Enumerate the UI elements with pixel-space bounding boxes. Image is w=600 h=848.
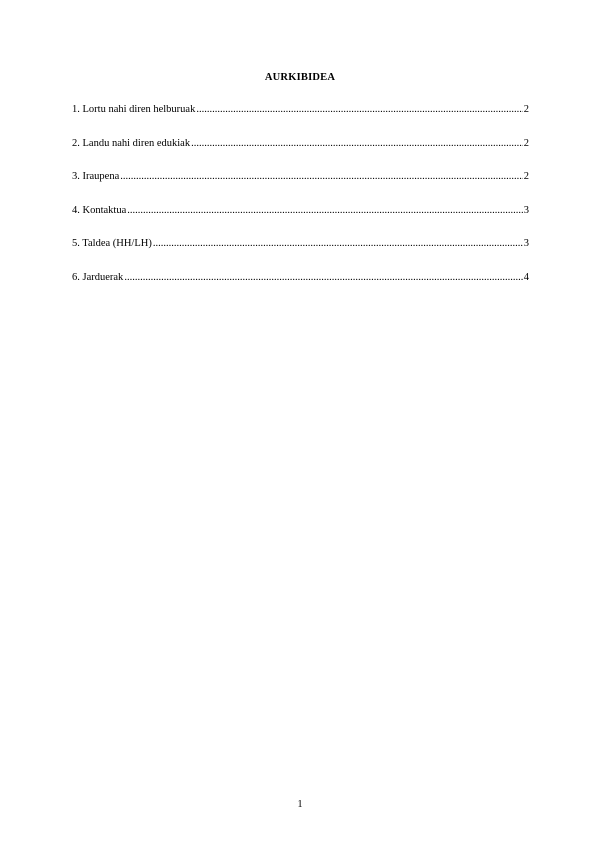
toc-entry-page-number: 3	[523, 204, 529, 216]
dot-leader	[124, 272, 522, 284]
toc-entry-label: 6. Jarduerak	[72, 271, 124, 283]
toc-entry-taldea[interactable]	[72, 238, 529, 250]
dot-leader	[120, 171, 523, 183]
page-number: 1	[297, 799, 303, 810]
toc-entry-label: 2. Landu nahi diren edukiak	[72, 137, 191, 149]
toc-entry-page-number: 3	[523, 238, 529, 249]
toc-entry-page-number: 2	[523, 137, 529, 149]
dot-leader	[127, 205, 523, 217]
dot-leader	[196, 104, 522, 116]
toc-entry-jarduerak[interactable]	[72, 272, 529, 284]
toc-entry-kontaktua[interactable]	[72, 205, 529, 217]
toc-entry-page-number: 2	[523, 171, 529, 182]
toc-entry-page-number: 2	[523, 104, 529, 115]
toc-entry-label: 4. Kontaktua	[72, 204, 127, 216]
toc-entry-edukiak[interactable]	[72, 138, 529, 150]
toc-entry-label: 3. Iraupena	[72, 171, 120, 182]
toc-title: AURKIBIDEA	[264, 72, 336, 83]
toc-entry-label: 1. Lortu nahi diren helburuak	[72, 104, 196, 115]
table-of-contents	[72, 104, 529, 305]
toc-entry-helburuak[interactable]	[72, 104, 529, 116]
dot-leader	[191, 138, 523, 150]
toc-entry-label: 5. Taldea (HH/LH)	[72, 238, 152, 249]
toc-entry-page-number: 4	[523, 271, 529, 283]
dot-leader	[153, 238, 523, 250]
toc-entry-iraupena[interactable]	[72, 171, 529, 183]
